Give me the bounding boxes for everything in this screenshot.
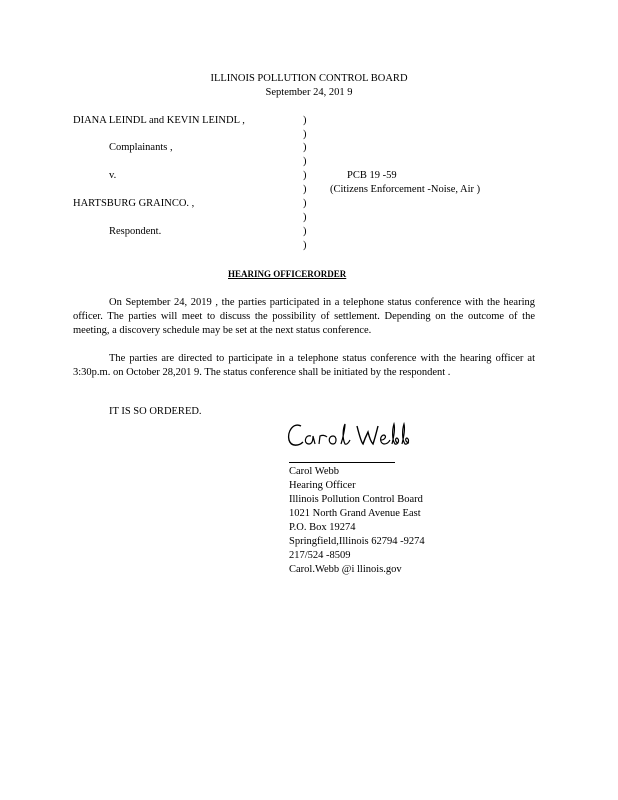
signer-street: 1021 North Grand Avenue East	[289, 508, 421, 519]
paragraph-1	[73, 296, 535, 338]
versus-label: v.	[109, 170, 117, 181]
signer-title: Hearing Officer	[289, 480, 356, 491]
caption-paren: )	[303, 226, 307, 237]
case-type: (Citizens Enforcement -Noise, Air )	[330, 184, 481, 195]
caption-paren: )	[303, 129, 307, 140]
handwritten-signature	[285, 418, 415, 458]
respondent-name: HARTSBURG GRAINCO. ,	[73, 198, 195, 209]
paragraph-1-text: On September 24, 2019 , the parties participated in a telephone status conference with the hearing officer. The parties will meet to discuss the possibility of settlement. Depending on the outcome of the meeting, a discovery schedule may be set at the next status conference.	[73, 297, 535, 336]
signer-name: Carol Webb	[289, 466, 339, 477]
respondent-label: Respondent.	[109, 226, 162, 237]
caption-paren: )	[303, 156, 307, 167]
caption-paren: )	[303, 198, 307, 209]
signer-city: Springfield,Illinois 62794 -9274	[289, 536, 425, 547]
agency-name: ILLINOIS POLLUTION CONTROL BOARD	[210, 73, 408, 84]
caption-paren: )	[303, 240, 307, 251]
caption-paren: )	[303, 115, 307, 126]
caption-paren: )	[303, 170, 307, 181]
caption-paren: )	[303, 212, 307, 223]
complainants-label: Complainants ,	[109, 142, 173, 153]
caption-paren: )	[303, 184, 307, 195]
signer-organization: Illinois Pollution Control Board	[289, 494, 423, 505]
signature-block	[289, 465, 425, 577]
caption-paren: )	[303, 142, 307, 153]
paragraph-2-text: The parties are directed to participate in a telephone status conference with the hearing officer at 3:30p.m. on October 28,201 9. The status conference shall be initiated by the respondent .	[73, 353, 535, 378]
case-number: PCB 19 -59	[347, 170, 397, 181]
signer-po-box: P.O. Box 19274	[289, 522, 356, 533]
signer-phone: 217/524 -8509	[289, 550, 351, 561]
order-title: HEARING OFFICERORDER	[228, 269, 347, 279]
complainants-names: DIANA LEINDL and KEVIN LEINDL ,	[73, 115, 245, 126]
document-date: September 24, 201 9	[265, 87, 353, 98]
closing-statement: IT IS SO ORDERED.	[109, 406, 202, 417]
signature-line	[289, 462, 395, 463]
paragraph-2	[73, 352, 535, 380]
signer-email[interactable]: Carol.Webb @i llinois.gov	[289, 564, 402, 575]
